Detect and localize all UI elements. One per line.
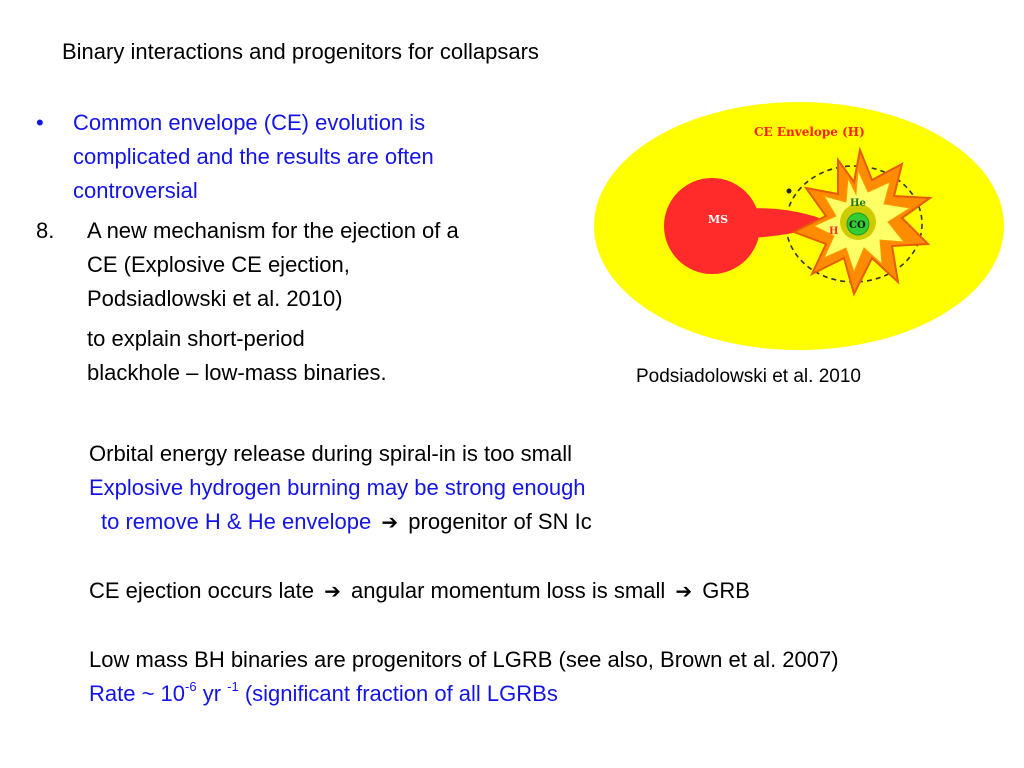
body-line-4 (89, 574, 989, 609)
numbered-line: CE (Explosive CE ejection, (87, 252, 350, 277)
body-line-1: Orbital energy release during spiral-in is too small (89, 441, 572, 466)
body-line-3 (89, 505, 989, 540)
body-line-2: Explosive hydrogen burning may be strong enough (89, 475, 586, 500)
rate-exponent-2: -1 (227, 678, 239, 694)
rate-prefix: Rate ~ 10 (89, 681, 186, 706)
bullet-line: controversial (73, 178, 198, 203)
numbered-sub-line: blackhole – low-mass binaries. (87, 360, 387, 385)
ms-star (664, 178, 760, 274)
he-label: He (850, 198, 866, 209)
numbered-subtext (87, 322, 557, 390)
co-label: CO (849, 220, 866, 231)
rate-exponent-1: -6 (185, 678, 197, 694)
numbered-line: A new mechanism for the ejection of a (87, 218, 459, 243)
right-arrow-icon: ➔ (324, 581, 341, 603)
spacer (89, 609, 989, 643)
numbered-line: Podsiadlowski et al. 2010) (87, 286, 343, 311)
slide-title: Binary interactions and progenitors for collapsars (62, 39, 539, 64)
body-text (89, 437, 989, 711)
h-label: H (829, 226, 839, 237)
orbit-dot (787, 189, 792, 194)
body-line-3-rest: progenitor of SN Ic (408, 509, 592, 534)
body-line-4-b: angular momentum loss is small (351, 578, 666, 603)
numbered-text (87, 214, 557, 316)
right-arrow-icon: ➔ (675, 581, 693, 603)
body-line-4-a: CE ejection occurs late (89, 578, 314, 603)
ce-figure (592, 98, 1006, 359)
rate-mid: yr (196, 681, 228, 706)
body-line-4-c: GRB (702, 578, 750, 603)
envelope-label: CE Envelope (H) (754, 125, 865, 139)
figure-caption: Podsiadolowski et al. 2010 (636, 366, 861, 387)
ce-diagram-svg (592, 98, 1006, 354)
numbered-sub-line: to explain short-period (87, 326, 305, 351)
ms-label: MS (708, 213, 729, 226)
numbered-marker: 8. (36, 218, 55, 243)
bullet-marker: • (36, 110, 44, 135)
right-arrow-icon: ➔ (381, 512, 399, 534)
body-line-5: Low mass BH binaries are progenitors of LGRB (see also, Brown et al. 2007) (89, 647, 839, 672)
bullet-text (73, 106, 543, 208)
rate-line (89, 677, 989, 711)
rate-suffix: (significant fraction of all LGRBs (238, 681, 558, 706)
bullet-line: complicated and the results are often (73, 144, 434, 169)
bullet-line: Common envelope (CE) evolution is (73, 110, 426, 135)
body-line-3-blue: to remove H & He envelope (101, 509, 372, 534)
spacer (89, 540, 989, 574)
